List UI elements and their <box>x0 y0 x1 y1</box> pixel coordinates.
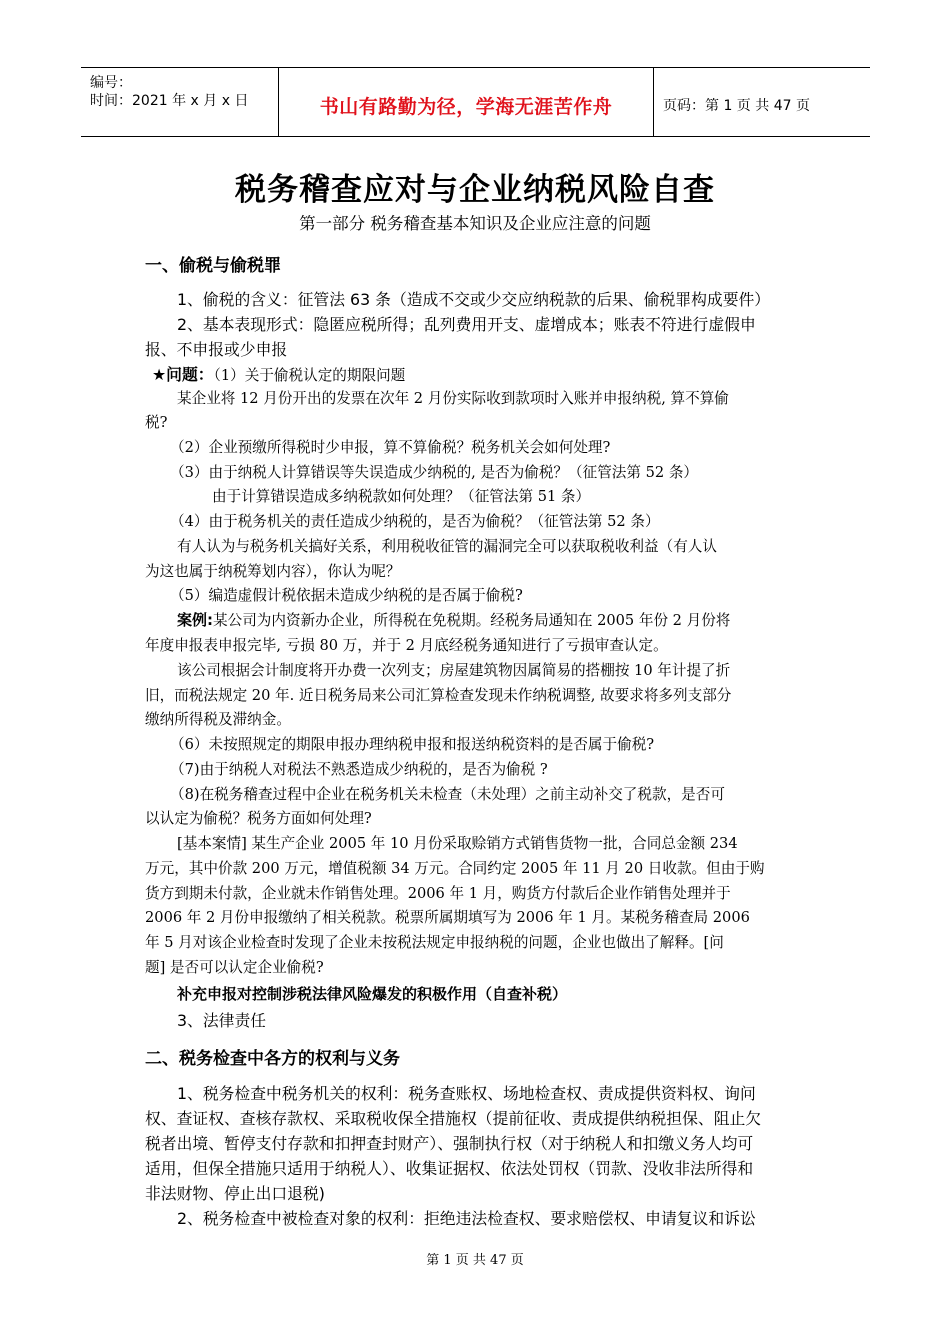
header-page-number: 页码：第 1 页 共 47 页 <box>663 98 810 114</box>
paragraph-line: 为这也属于纳税筹划内容），你认为呢？ <box>145 563 401 580</box>
paragraph-line: （2）企业预缴所得税时少申报，算不算偷税？税务机关会如何处理? <box>170 439 611 456</box>
case-line <box>177 609 730 630</box>
section-heading-1: 一、偷税与偷税罪 <box>145 256 281 276</box>
supplement-note: 补充申报对控制涉税法律风险爆发的积极作用（自查补税） <box>177 985 568 1003</box>
paragraph-line: 1、偷税的含义：征管法 63 条（造成不交或少交应纳税款的后果、偷税罪构成要件） <box>177 290 771 309</box>
header-motto-cell <box>279 68 654 136</box>
paragraph-line: 由于计算错误造成多纳税款如何处理？（征管法第 51 条） <box>212 488 591 505</box>
paragraph-line: （3）由于纳税人计算错误等失误造成少纳税的, 是否为偷税？（征管法第 52 条） <box>170 464 699 481</box>
paragraph-line: 适用，但保全措施只适用于纳税人）、收集证据权、依法处罚权（罚款、没收非法所得和 <box>145 1159 754 1178</box>
paragraph-line: [基本案情] 某生产企业 2005 年 10 月份采取赊销方式销售货物一批，合同总金额 234 <box>177 835 738 852</box>
paragraph-line: 题] 是否可以认定企业偷税? <box>145 959 324 976</box>
case-text: 某公司为内资新办企业，所得税在免税期。经税务局通知在 2005 年份 2 月份将 <box>213 612 731 629</box>
paragraph-line: （5）编造虚假计税依据未造成少纳税的是否属于偷税? <box>170 587 523 604</box>
paragraph-line: （8)在税务稽查过程中企业在税务机关未检查（未处理）之前主动补交了税款，是否可 <box>170 786 725 803</box>
paragraph-line: 2、基本表现形式：隐匿应税所得；乱列费用开支、虚增成本；账表不符进行虚假申 <box>177 315 756 334</box>
document-time-label: 时间：2021 年 x 月 x 日 <box>90 93 249 109</box>
page-footer: 第 1 页 共 47 页 <box>426 1253 524 1268</box>
paragraph-line: 权、查证权、查核存款权、采取税收保全措施权（提前征收、责成提供纳税担保、阻止欠 <box>145 1109 762 1128</box>
paragraph-line: 缴纳所得税及滞纳金。 <box>145 711 291 728</box>
paragraph-line: 货方到期未付款，企业就未作销售处理。2006 年 1 月，购货方付款后企业作销售处理并于 <box>145 885 731 902</box>
paragraph-line: （7)由于纳税人对税法不熟悉造成少纳税的，是否为偷税 ? <box>170 761 548 778</box>
paragraph-line: 有人认为与税务机关搞好关系，利用税收征管的漏洞完全可以获取税收利益（有人认 <box>177 538 717 555</box>
paragraph-line: 2、税务检查中被检查对象的权利：拒绝违法检查权、要求赔偿权、申请复议和诉讼 <box>177 1209 756 1228</box>
paragraph-line: （4）由于税务机关的责任造成少纳税的，是否为偷税？（征管法第 52 条） <box>170 513 660 530</box>
paragraph-line: 税者出境、暂停支付存款和扣押查封财产）、强制执行权（对于纳税人和扣缴义务人均可 <box>145 1134 754 1153</box>
paragraph-line: 年度申报表申报完毕, 亏损 80 万，并于 2 月底经税务通知进行了亏损审查认定。 <box>145 637 668 654</box>
section-heading-2: 二、税务检查中各方的权利与义务 <box>145 1049 400 1069</box>
document-subtitle: 第一部分 税务稽查基本知识及企业应注意的问题 <box>299 214 651 233</box>
question-line <box>152 362 405 385</box>
paragraph-line: 年 5 月对该企业检查时发现了企业未按税法规定申报纳税的问题，企业也做出了解释。[问 <box>145 934 724 951</box>
paragraph-line: 万元，其中价款 200 万元，增值税额 34 万元。合同约定 2005 年 11 月 20 日收款。但由于购 <box>145 860 765 877</box>
header-table <box>81 67 870 137</box>
paragraph-line: 非法财物、停止出口退税) <box>145 1184 325 1203</box>
paragraph-line: 该公司根据会计制度将开办费一次列支；房屋建筑物因属简易的搭棚按 10 年计提了折 <box>177 662 731 679</box>
paragraph-line: 2006 年 2 月份申报缴纳了相关税款。税票所属期填写为 2006 年 1 月。某税务稽查局 2006 <box>145 909 750 926</box>
document-number-label: 编号： <box>90 75 132 91</box>
paragraph-line: 旧，而税法规定 20 年. 近日税务局来公司汇算检查发现未作纳税调整, 故要求将多列支部分 <box>145 687 732 704</box>
paragraph-line: （6）未按照规定的期限申报办理纳税申报和报送纳税资料的是否属于偷税? <box>170 736 655 753</box>
header-motto: 书山有路勤为径，学海无涯苦作舟 <box>319 96 613 118</box>
header-page-cell <box>654 68 870 136</box>
paragraph-line: 3、法律责任 <box>177 1011 267 1030</box>
paragraph-line: 1、税务检查中税务机关的权利：税务查账权、场地检查权、责成提供资料权、询问 <box>177 1084 756 1103</box>
case-label: 案例: <box>177 611 213 629</box>
header-info-cell <box>81 68 279 136</box>
paragraph-line: 税? <box>145 414 168 431</box>
document-title: 税务稽查应对与企业纳税风险自查 <box>235 172 715 208</box>
paragraph-line: 某企业将 12 月份开出的发票在次年 2 月份实际收到款项时入账并申报纳税, 算不算偷 <box>177 390 729 407</box>
question-text: （1）关于偷税认定的期限问题 <box>213 367 406 384</box>
paragraph-line: 报、不申报或少申报 <box>145 340 288 359</box>
paragraph-line: 以认定为偷税？税务方面如何处理? <box>145 810 372 827</box>
question-label: ★问题： <box>152 365 214 384</box>
